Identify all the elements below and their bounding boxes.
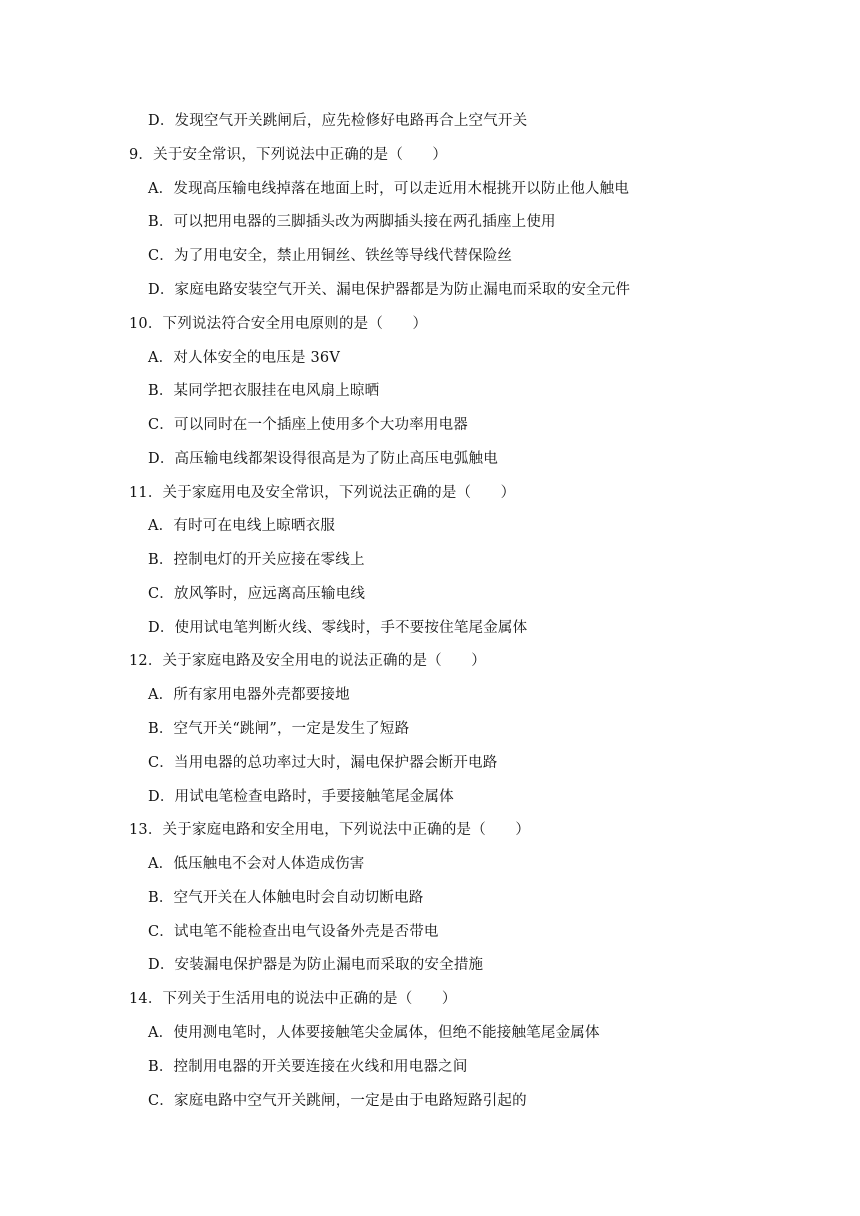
option-b: B．空气开关在人体触电时会自动切断电路 bbox=[148, 890, 424, 906]
option-c: C．家庭电路中空气开关跳闸，一定是由于电路短路引起的 bbox=[148, 1093, 527, 1109]
question-stem: 14．下列关于生活用电的说法中正确的是（ ） bbox=[129, 991, 457, 1007]
option-b: B．控制电灯的开关应接在零线上 bbox=[148, 552, 365, 568]
question-stem: 9．关于安全常识，下列说法中正确的是（ ） bbox=[129, 147, 448, 163]
option-b: B．可以把用电器的三脚插头改为两脚插头接在两孔插座上使用 bbox=[148, 214, 556, 230]
option-c: C．为了用电安全，禁止用铜丝、铁丝等导线代替保险丝 bbox=[148, 248, 513, 264]
option-d: D．家庭电路安装空气开关、漏电保护器都是为防止漏电而采取的安全元件 bbox=[148, 282, 631, 298]
option-c: C．可以同时在一个插座上使用多个大功率用电器 bbox=[148, 417, 468, 433]
option-d: D．使用试电笔判断火线、零线时，手不要按住笔尾金属体 bbox=[148, 620, 528, 636]
option-b: B．控制用电器的开关要连接在火线和用电器之间 bbox=[148, 1059, 468, 1075]
option-a: A．对人体安全的电压是 36V bbox=[148, 350, 341, 366]
option-c: C．试电笔不能检查出电气设备外壳是否带电 bbox=[148, 924, 439, 940]
question-stem: 11．关于家庭用电及安全常识，下列说法正确的是（ ） bbox=[129, 485, 516, 501]
option-b: B．某同学把衣服挂在电风扇上晾晒 bbox=[148, 383, 380, 399]
option-a: A．所有家用电器外壳都要接地 bbox=[148, 687, 350, 703]
option-d: D．安装漏电保护器是为防止漏电而采取的安全措施 bbox=[148, 957, 484, 973]
option-d: D．用试电笔检查电路时，手要接触笔尾金属体 bbox=[148, 789, 454, 805]
option-a: A．低压触电不会对人体造成伤害 bbox=[148, 856, 365, 872]
question-stem: 10．下列说法符合安全用电原则的是（ ） bbox=[129, 316, 428, 332]
option-a: A．发现高压输电线掉落在地面上时，可以走近用木棍挑开以防止他人触电 bbox=[148, 181, 630, 197]
option-carryover-d: D．发现空气开关跳闸后，应先检修好电路再合上空气开关 bbox=[148, 113, 528, 129]
question-stem: 12．关于家庭电路及安全用电的说法正确的是（ ） bbox=[129, 653, 486, 669]
option-b: B．空气开关“跳闸”，一定是发生了短路 bbox=[148, 721, 410, 737]
question-stem: 13．关于家庭电路和安全用电，下列说法中正确的是（ ） bbox=[129, 822, 531, 838]
option-a: A．有时可在电线上晾晒衣服 bbox=[148, 518, 336, 534]
option-d: D．高压输电线都架设得很高是为了防止高压电弧触电 bbox=[148, 451, 498, 467]
option-c: C．放风筝时，应远离高压输电线 bbox=[148, 586, 366, 602]
option-a: A．使用测电笔时，人体要接触笔尖金属体，但绝不能接触笔尾金属体 bbox=[148, 1025, 600, 1041]
option-c: C．当用电器的总功率过大时，漏电保护器会断开电路 bbox=[148, 755, 498, 771]
